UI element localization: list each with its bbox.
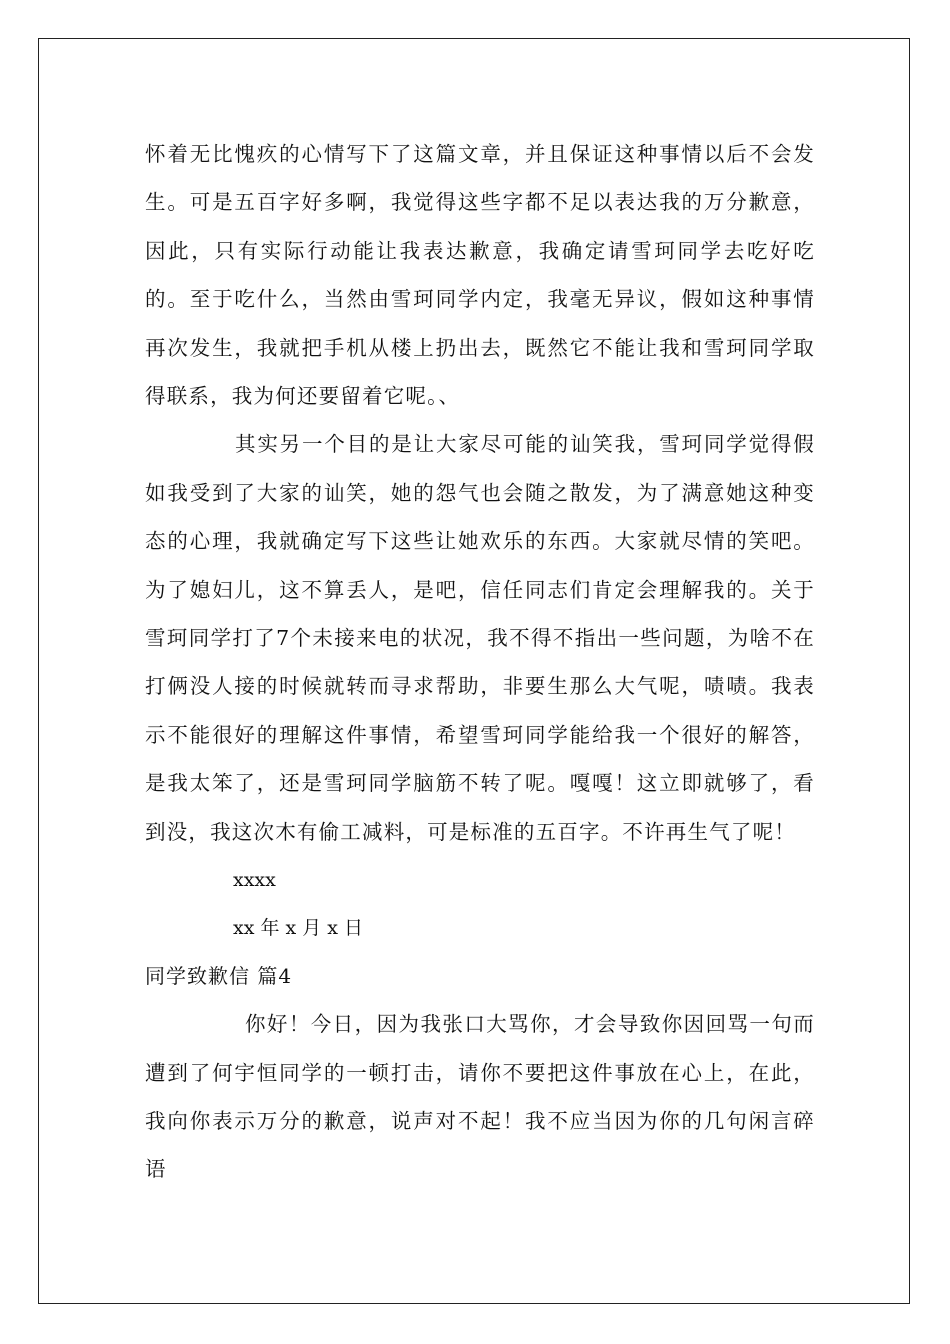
section-heading: 同学致歉信 篇4 — [145, 964, 293, 989]
signature-date: xx 年 x 月 x 日 — [233, 917, 364, 940]
document-body — [145, 130, 815, 1194]
signature-name: xxxx — [233, 869, 276, 892]
body-paragraph-2: 其实另一个目的是让大家尽可能的讪笑我，雪珂同学觉得假如我受到了大家的讪笑，她的怨气也会随之散发，为了满意她这种变态的心理，我就确定写下这些让她欢乐的东西。大家就尽情的笑吧。为了媳妇儿，这不算丢人，是吧，信任同志们肯定会理解我的。关于雪珂同学打了7个未接来电的状况，我不得不指出一些问题，为啥不在打俩没人接的时候就转而寻求帮助，非要生那么大气呢，啧啧。我表示不能很好的理解这件事情，希望雪珂同学能给我一个很好的解答，是我太笨了，还是雪珂同学脑筋不转了呢。嘎嘎！这立即就够了，看到没，我这次木有偷工减料，可是标准的五百字。不许再生气了呢！ — [145, 432, 815, 844]
body-paragraph-1: 怀着无比愧疚的心情写下了这篇文章，并且保证这种事情以后不会发生。可是五百字好多啊，我觉得这些字都不足以表达我的万分歉意，因此，只有实际行动能让我表达歉意，我确定请雪珂同学去吃好吃的。至于吃什么，当然由雪珂同学内定，我毫无异议，假如这种事情再次发生，我就把手机从楼上扔出去，既然它不能让我和雪珂同学取得联系，我为何还要留着它呢。、 — [145, 142, 815, 409]
section-paragraph: 你好！今日，因为我张口大骂你，才会导致你因回骂一句而遭到了何宇恒同学的一顿打击，请你不要把这件事放在心上，在此，我向你表示万分的歉意，说声对不起！我不应当因为你的几句闲言碎语 — [145, 1012, 815, 1182]
